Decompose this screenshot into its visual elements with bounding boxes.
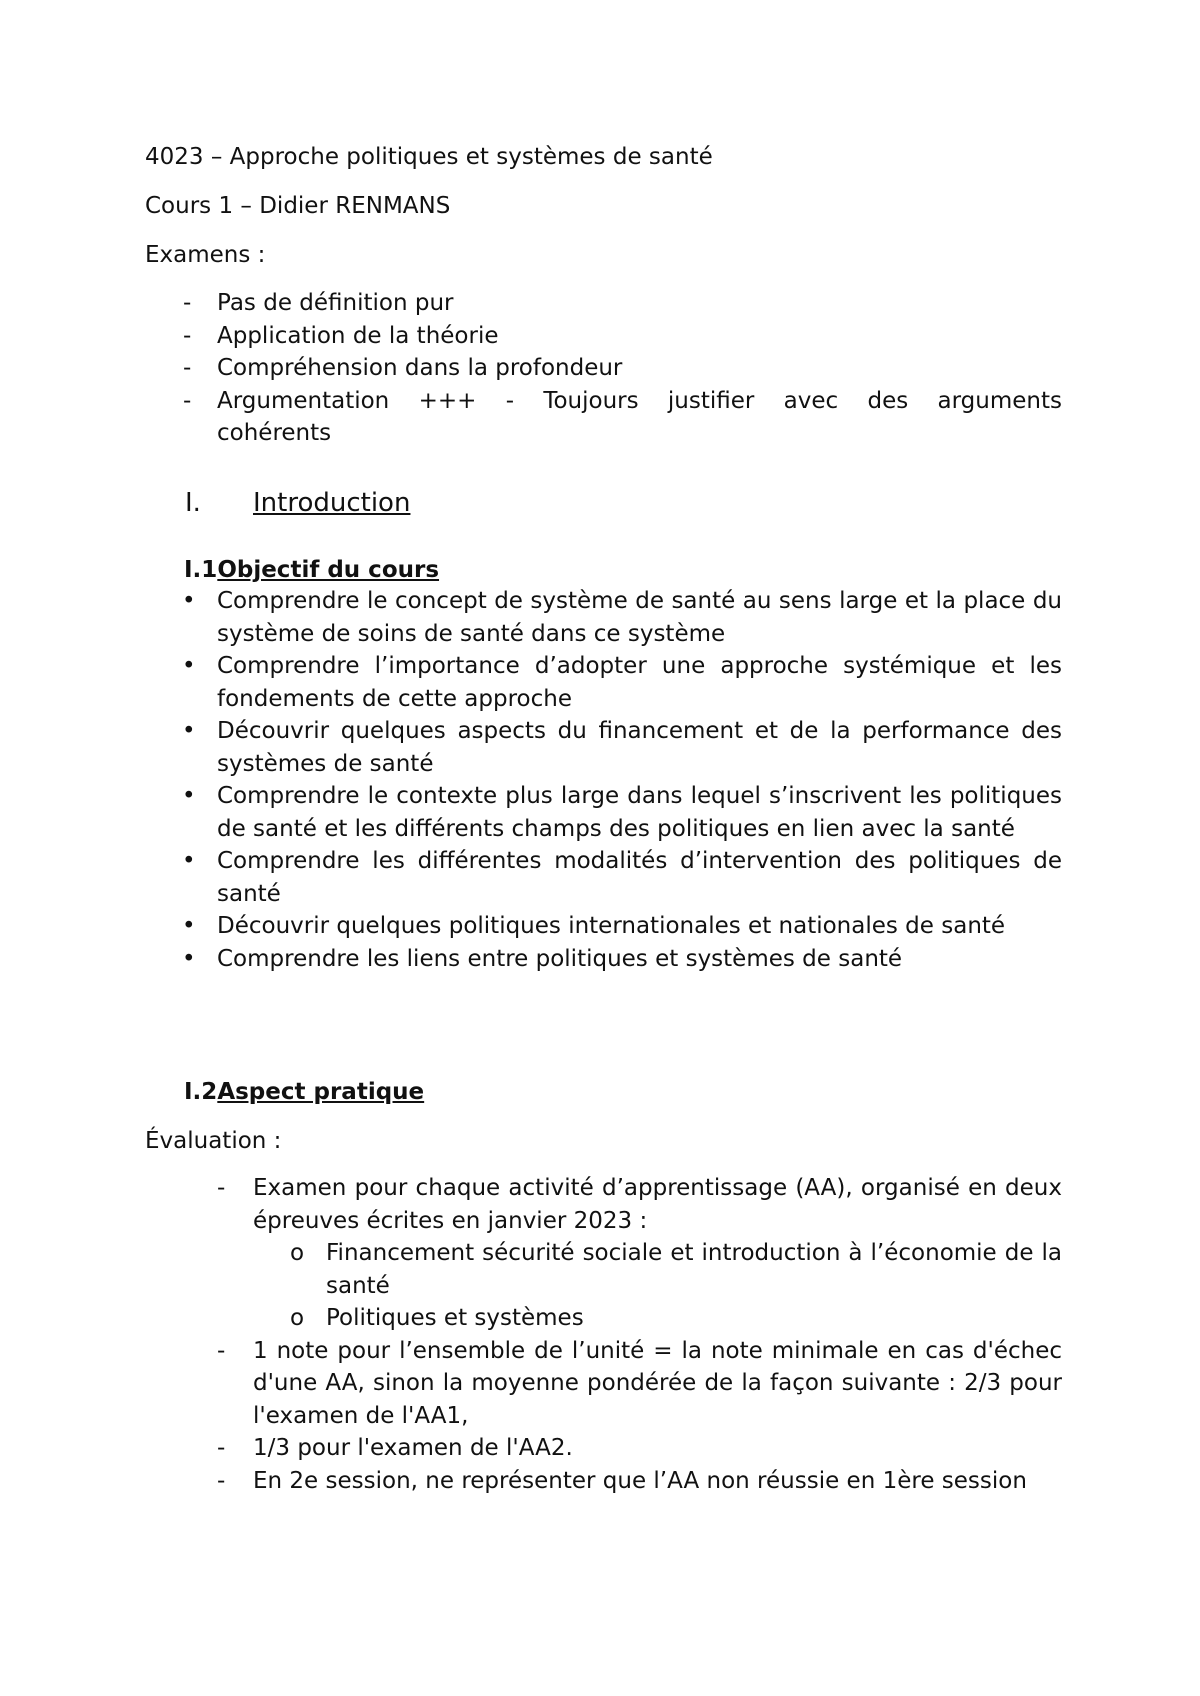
- dash-marker: -: [183, 290, 192, 316]
- list-item-text: En 2e session, ne représenter que l’AA non réussie en 1ère session: [253, 1467, 1027, 1494]
- list-item: [217, 1432, 1062, 1465]
- dash-marker: -: [217, 1435, 226, 1461]
- subsection-heading-aspect-pratique: [184, 1076, 424, 1108]
- dash-marker: -: [183, 322, 192, 349]
- list-item-text: Examen pour chaque activité d’apprentissage (AA), organisé en deux épreuves écrites en janvier 2023 :: [253, 1175, 1062, 1234]
- list-item: [290, 1237, 1062, 1302]
- subsection-title: Aspect pratique: [217, 1079, 425, 1105]
- bullet-marker: •: [182, 718, 196, 744]
- list-item: [183, 320, 1062, 353]
- list-item-text: Argumentation +++ - Toujours justifier avec des arguments cohérents: [217, 387, 1062, 446]
- course-title: 4023 – Approche politiques et systèmes de santé: [145, 144, 713, 170]
- dash-marker: -: [217, 1337, 226, 1364]
- list-item: [217, 1172, 1062, 1335]
- list-item-text: 1 note pour l’ensemble de l’unité = la note minimale en cas d'échec d'une AA, sinon la moyenne pondérée de la façon suivante : 2/3 pour l'examen de l'AA1,: [253, 1337, 1062, 1429]
- list-item-text: Découvrir quelques aspects du financement et de la performance des systèmes de santé: [217, 718, 1062, 777]
- circle-marker: o: [290, 1305, 305, 1331]
- bullet-marker: •: [182, 783, 196, 809]
- list-item: [182, 715, 1062, 780]
- subsection-number: I.2: [184, 1079, 218, 1105]
- list-item-text: Comprendre le concept de système de santé au sens large et la place du système de soins de santé dans ce système: [217, 588, 1062, 647]
- list-item: [217, 1335, 1062, 1433]
- dash-marker: -: [183, 355, 192, 381]
- dash-marker: -: [183, 387, 192, 414]
- section-title: Introduction: [253, 488, 411, 518]
- section-number: I.: [185, 488, 201, 518]
- list-item: [182, 943, 1062, 976]
- exam-sub-list: [290, 1237, 1062, 1335]
- list-item: [182, 650, 1062, 715]
- exams-label: Examens :: [145, 242, 266, 268]
- subsection-title: Objectif du cours: [217, 557, 440, 583]
- list-item-text: Pas de définition pur: [217, 290, 454, 316]
- bullet-marker: •: [182, 913, 196, 939]
- list-item-text: Découvrir quelques politiques internationales et nationales de santé: [217, 913, 1006, 939]
- list-item: [182, 780, 1062, 845]
- list-item: [182, 910, 1062, 943]
- bullet-marker: •: [182, 945, 196, 972]
- list-item-text: Compréhension dans la profondeur: [217, 355, 623, 381]
- exam-points-list: [183, 287, 1062, 450]
- subsection-heading-objectif: [184, 554, 439, 586]
- list-item: [182, 845, 1062, 910]
- circle-marker: o: [290, 1240, 305, 1266]
- objectives-list: [182, 585, 1062, 975]
- list-item-text: Financement sécurité sociale et introduction à l’économie de la santé: [326, 1240, 1062, 1299]
- list-item: [217, 1465, 1062, 1498]
- list-item: [290, 1302, 1062, 1335]
- list-item: [183, 352, 1062, 385]
- list-item-text: Comprendre les liens entre politiques et systèmes de santé: [217, 945, 903, 972]
- dash-marker: -: [217, 1175, 226, 1201]
- section-heading-introduction: [185, 486, 410, 520]
- evaluation-list: [217, 1172, 1062, 1497]
- list-item-text: Politiques et systèmes: [326, 1305, 584, 1331]
- subsection-number: I.1: [184, 557, 218, 583]
- list-item: [183, 287, 1062, 320]
- evaluation-label: Évaluation :: [145, 1128, 282, 1154]
- list-item: [183, 385, 1062, 450]
- list-item: [182, 585, 1062, 650]
- bullet-marker: •: [182, 653, 196, 679]
- list-item-text: Comprendre l’importance d’adopter une approche systémique et les fondements de cette approche: [217, 653, 1062, 712]
- bullet-marker: •: [182, 848, 196, 874]
- list-item-text: Comprendre les différentes modalités d’intervention des politiques de santé: [217, 848, 1062, 907]
- list-item-text: Application de la théorie: [217, 322, 499, 349]
- bullet-marker: •: [182, 588, 196, 614]
- list-item-text: 1/3 pour l'examen de l'AA2.: [253, 1435, 573, 1461]
- lecture-line: Cours 1 – Didier RENMANS: [145, 193, 451, 219]
- list-item-text: Comprendre le contexte plus large dans lequel s’inscrivent les politiques de santé et les différents champs des politiques en lien avec la santé: [217, 783, 1062, 842]
- dash-marker: -: [217, 1467, 226, 1494]
